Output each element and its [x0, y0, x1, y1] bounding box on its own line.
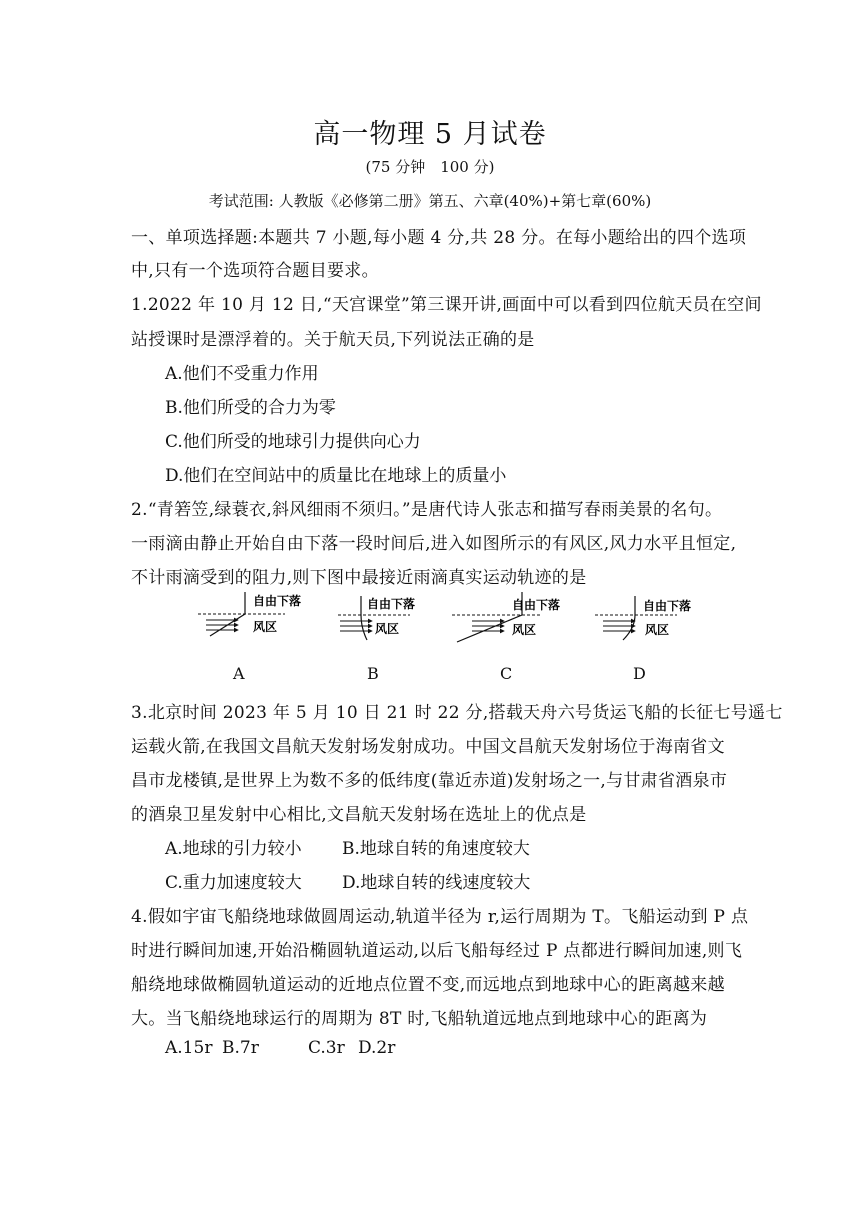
q3-stem-line: 的酒泉卫星发射中心相比,文昌航天发射场在选址上的优点是: [131, 805, 587, 825]
wind-label: 风区: [375, 622, 400, 636]
q2-stem-line: 一雨滴由静止开始自由下落一段时间后,进入如图所示的有风区,风力水平且恒定,: [131, 534, 737, 554]
q2-label-a: A: [233, 664, 245, 683]
q3-stem-line: 3.北京时间 2023 年 5 月 10 日 21 时 22 分,搭载天舟六号货运飞船的长征七号遥七: [131, 703, 783, 723]
q4-stem-line: 大。当飞船绕地球运行的周期为 8T 时,飞船轨道远地点到地球中心的距离为: [131, 1009, 708, 1029]
q2-stem-line: 2.“青箬笠,绿蓑衣,斜风细雨不须归。”是唐代诗人张志和描写春雨美景的名句。: [131, 500, 723, 520]
q3-stem-line: 运载火箭,在我国文昌航天发射场发射成功。中国文昌航天发射场位于海南省文: [131, 737, 725, 757]
q2-label-b: B: [367, 664, 379, 683]
exam-duration: (75 分钟 100 分): [365, 158, 495, 176]
free-fall-label: 自由下落: [253, 594, 302, 608]
q1-option-a: A.他们不受重力作用: [165, 364, 319, 384]
q2-stem-line: 不计雨滴受到的阻力,则下图中最接近雨滴真实运动轨迹的是: [131, 568, 587, 588]
q3-option-a: A.地球的引力较小: [165, 839, 302, 859]
q1-stem-line: 站授课时是漂浮着的。关于航天员,下列说法正确的是: [131, 330, 535, 350]
q4-option-d: D.2r: [358, 1038, 396, 1058]
diagram-c: [452, 592, 560, 642]
diagram-d: [595, 596, 691, 640]
q1-option-b: B.他们所受的合力为零: [165, 398, 336, 418]
q2-label-c: C: [500, 664, 513, 683]
q3-option-c: C.重力加速度较大: [165, 873, 302, 893]
trajectory-path: [623, 596, 635, 640]
q4-option-c: C.3r: [308, 1038, 345, 1058]
q2-trajectory-figure: [190, 588, 710, 648]
q3-stem-line: 昌市龙楼镇,是世界上为数不多的低纬度(靠近赤道)发射场之一,与甘肃省酒泉市: [131, 771, 728, 791]
q3-option-b: B.地球自转的角速度较大: [342, 839, 530, 859]
q4-option-a: A.15r: [165, 1038, 213, 1058]
q4-option-b: B.7r: [222, 1038, 259, 1058]
section1-line: 中,只有一个选项符合题目要求。: [131, 261, 379, 281]
q1-option-d: D.他们在空间站中的质量比在地球上的质量小: [165, 466, 507, 486]
q4-stem-line: 船绕地球做椭圆轨道运动的近地点位置不变,而远地点到地球中心的距离越来越: [131, 975, 725, 995]
wind-label: 风区: [253, 620, 278, 634]
page-title: 高一物理 5 月试卷: [313, 119, 547, 150]
free-fall-label: 自由下落: [643, 599, 692, 613]
section1-line: 一、单项选择题:本题共 7 小题,每小题 4 分,共 28 分。在每小题给出的四个选项: [131, 228, 747, 248]
free-fall-label: 自由下落: [367, 597, 416, 611]
q1-stem-line: 1.2022 年 10 月 12 日,“天宫课堂”第三课开讲,画面中可以看到四位航天员在空间: [131, 295, 762, 315]
wind-label: 风区: [645, 623, 670, 637]
diagram-b: [338, 596, 415, 640]
q4-stem-line: 4.假如宇宙飞船绕地球做圆周运动,轨道半径为 r,运行周期为 T。飞船运动到 P 点: [131, 907, 749, 927]
exam-scope: 考试范围: 人教版《必修第二册》第五、六章(40%)+第七章(60%): [208, 192, 652, 210]
q1-option-c: C.他们所受的地球引力提供向心力: [165, 432, 421, 452]
free-fall-label: 自由下落: [512, 598, 561, 612]
wind-label: 风区: [512, 623, 537, 637]
diagram-a: [198, 592, 301, 636]
q3-option-d: D.地球自转的线速度较大: [342, 873, 531, 893]
q4-stem-line: 时进行瞬间加速,开始沿椭圆轨道运动,以后飞船每经过 P 点都进行瞬间加速,则飞: [131, 941, 743, 961]
q2-label-d: D: [633, 664, 646, 683]
